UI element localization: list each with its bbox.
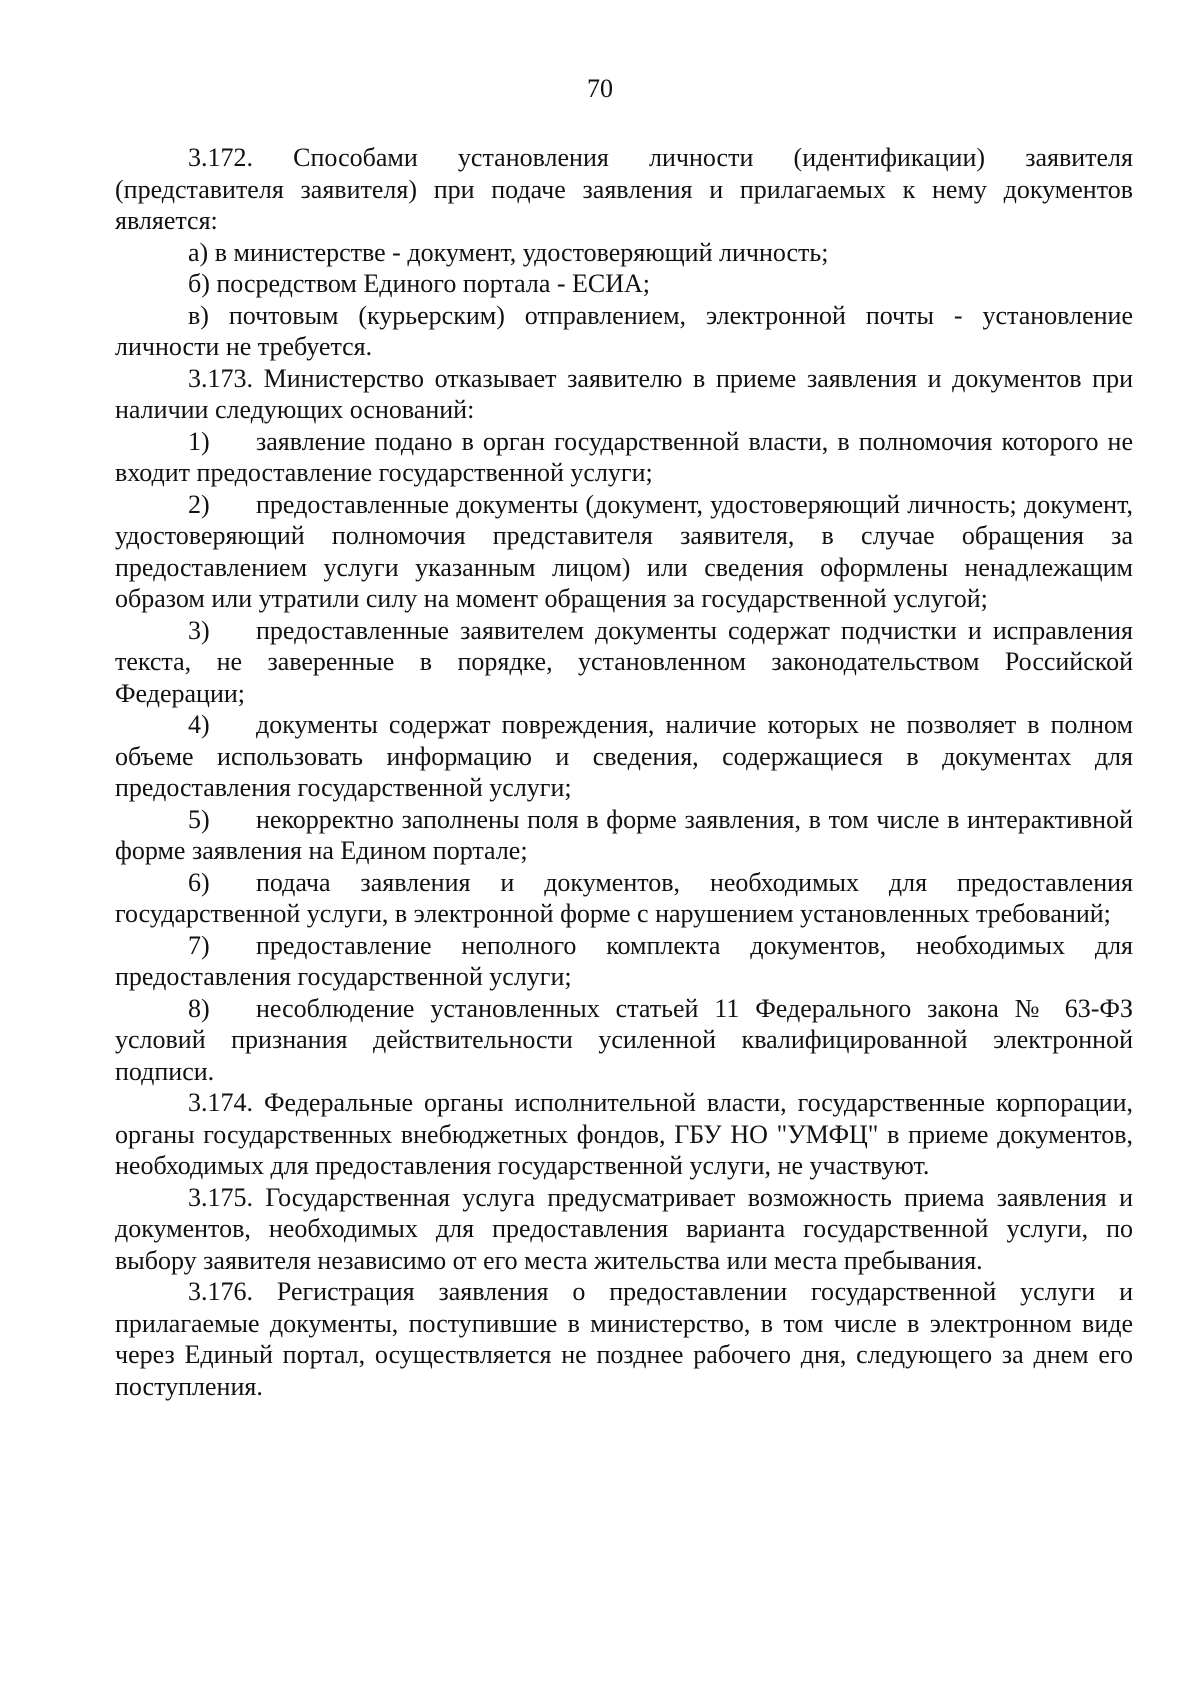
paragraph-text: предоставленные заявителем документы содержат подчистки и исправления текста, не заверенные в порядке, установленном законодательством Российской Федерации; <box>115 615 1133 708</box>
paragraph-text: заявление подано в орган государственной власти, в полномочия которого не входит предоставление государственной услуги; <box>115 426 1133 487</box>
paragraph-text: в) почтовым (курьерским) отправлением, электронной почты - установление личности не требуется. <box>115 300 1133 361</box>
paragraph <box>115 1276 1133 1402</box>
paragraph-text: документы содержат повреждения, наличие которых не позволяет в полном объеме использовать информацию и сведения, содержащиеся в документах для предоставления государственной услуги; <box>115 710 1133 802</box>
paragraph <box>115 363 1133 426</box>
paragraph-text: 3.172. Способами установления личности (идентификации) заявителя (представителя заявителя) при подаче заявления и прилагаемых к нему документов является: <box>115 143 1133 235</box>
paragraph <box>115 615 1133 710</box>
paragraph <box>115 709 1133 804</box>
paragraph-text: 3.173. Министерство отказывает заявителю в приеме заявления и документов при наличии следующих оснований: <box>115 363 1133 424</box>
list-item-number: 4) <box>188 710 210 739</box>
paragraph-text: предоставленные документы (документ, удостоверяющий личность; документ, удостоверяющий полномочия представителя заявителя, в случае обращения за предоставлением услуги указанным лицом) или сведения оформлены ненадлежащим образом или утратили силу на момент обращения за государственной услугой; <box>115 489 1133 613</box>
paragraph <box>115 1182 1133 1277</box>
list-item-number: 3) <box>188 615 210 645</box>
paragraph-text: б) посредством Единого портала - ЕСИА; <box>188 269 651 298</box>
list-item-number: 5) <box>188 804 210 834</box>
paragraph-text: 3.175. Государственная услуга предусматривает возможность приема заявления и документов, необходимых для предоставления варианта государственной услуги, по выбору заявителя независимо от его места жительства или места пребывания. <box>115 1182 1133 1275</box>
paragraph-text: некорректно заполнены поля в форме заявления, в том числе в интерактивной форме заявления на Едином портале; <box>115 804 1133 865</box>
paragraph <box>115 426 1133 489</box>
document-body <box>115 142 1133 1402</box>
paragraph <box>115 930 1133 993</box>
paragraph <box>115 142 1133 237</box>
paragraph-text: подача заявления и документов, необходимых для предоставления государственной услуги, в электронной форме с нарушением установленных требований; <box>115 867 1133 928</box>
page-number: 70 <box>587 74 613 103</box>
paragraph-text: несоблюдение установленных статьей 11 Федерального закона № 63-ФЗ условий признания действительности усиленной квалифицированной электронной подписи. <box>115 993 1133 1086</box>
paragraph <box>115 804 1133 867</box>
paragraph <box>115 489 1133 615</box>
paragraph <box>115 237 1133 269</box>
list-item-number: 1) <box>188 426 210 456</box>
list-item-number: 7) <box>188 930 210 960</box>
paragraph <box>115 1087 1133 1182</box>
paragraph <box>115 993 1133 1088</box>
list-item-number: 6) <box>188 867 210 897</box>
paragraph <box>115 867 1133 930</box>
paragraph-text: 3.176. Регистрация заявления о предоставлении государственной услуги и прилагаемые документы, поступившие в министерство, в том числе в электронном виде через Единый портал, осуществляется не позднее рабочего дня, следующего за днем его поступления. <box>115 1277 1133 1401</box>
list-item-number: 8) <box>188 993 210 1023</box>
paragraph <box>115 300 1133 363</box>
paragraph-text: 3.174. Федеральные органы исполнительной власти, государственные корпорации, органы государственных внебюджетных фондов, ГБУ НО "УМФЦ" в приеме документов, необходимых для предоставления государственной услуги, не участвуют. <box>115 1088 1133 1180</box>
list-item-number: 2) <box>188 489 210 519</box>
paragraph <box>115 268 1133 300</box>
paragraph-text: а) в министерстве - документ, удостоверяющий личность; <box>188 237 829 267</box>
paragraph-text: предоставление неполного комплекта документов, необходимых для предоставления государственной услуги; <box>115 930 1133 991</box>
